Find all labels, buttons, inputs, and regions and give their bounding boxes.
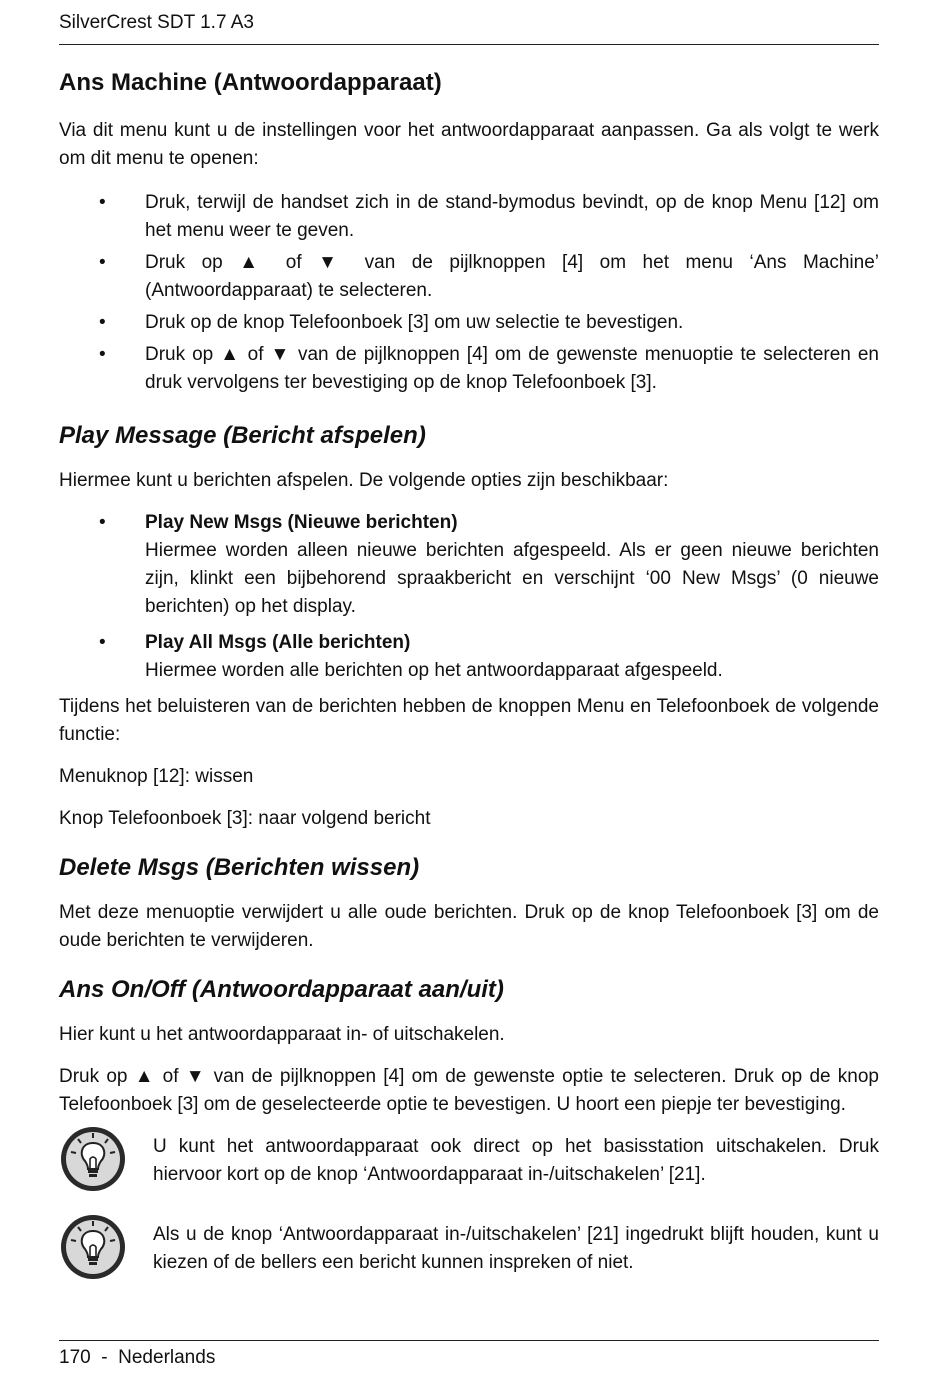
option-title: Play New Msgs (Nieuwe berichten) <box>145 512 458 533</box>
option-text: Hiermee worden alleen nieuwe berichten afgespeeld. Als er geen nieuwe berichten zijn, klinkt een bijbehorend spraakbericht en verschijnt ‘00 New Msgs’ (0 nieuwe berichten) op het display. <box>145 540 879 617</box>
ans-on-off-text: Hier kunt u het antwoordapparaat in- of uitschakelen. <box>59 1024 505 1045</box>
tip-note <box>59 1221 879 1291</box>
bullet-icon: • <box>99 252 106 273</box>
page-content <box>59 66 879 1291</box>
header-rule <box>59 44 879 45</box>
section-heading-delete-msgs: Delete Msgs (Berichten wissen) <box>59 854 420 881</box>
section-heading-play-message: Play Message (Bericht afspelen) <box>59 422 426 449</box>
delete-msgs-text: Met deze menuoptie verwijdert u alle oude berichten. Druk op de knop Telefoonboek [3] om de oude berichten te verwijderen. <box>59 902 879 951</box>
tip-note <box>59 1133 879 1203</box>
lightbulb-tip-icon <box>59 1125 127 1193</box>
bullet-icon: • <box>99 192 106 213</box>
option-title: Play All Msgs (Alle berichten) <box>145 632 411 653</box>
section-heading-ans-on-off: Ans On/Off (Antwoordapparaat aan/uit) <box>59 976 504 1003</box>
list-item: • Druk, terwijl de handset zich in de stand-bymodus bevindt, op de knop Menu [12] om het menu weer te geven. <box>59 189 879 245</box>
tip-text: Als u de knop ‘Antwoordapparaat in-/uitschakelen’ [21] ingedrukt blijft houden, kunt u kiezen of de bellers een bericht kunnen inspreken of niet. <box>153 1224 879 1273</box>
footer-rule <box>59 1340 879 1341</box>
bullet-icon: • <box>99 632 106 653</box>
bullet-icon: • <box>99 312 106 333</box>
menu-key-function: Menuknop [12]: wissen <box>59 766 254 787</box>
playback-keys-intro: Tijdens het beluisteren van de berichten hebben de knoppen Menu en Telefoonboek de volgende functie: <box>59 696 879 745</box>
section-heading-ans-machine: Ans Machine (Antwoordapparaat) <box>59 69 442 96</box>
tip-text: U kunt het antwoordapparaat ook direct op het basisstation uitschakelen. Druk hiervoor kort op de knop ‘Antwoordapparaat in-/uitschakelen’ [21]. <box>153 1136 879 1185</box>
play-message-intro: Hiermee kunt u berichten afspelen. De volgende opties zijn beschikbaar: <box>59 470 669 491</box>
page-footer: 170 - Nederlands <box>59 1347 216 1368</box>
lightbulb-tip-icon <box>59 1213 127 1281</box>
list-item: • Druk op ▲ of ▼ van de pijlknoppen [4] om het menu ‘Ans Machine’ (Antwoordapparaat) te selecteren. <box>59 249 879 305</box>
phonebook-key-function: Knop Telefoonboek [3]: naar volgend bericht <box>59 808 431 829</box>
option-text: Hiermee worden alle berichten op het antwoordapparaat afgespeeld. <box>145 660 723 681</box>
play-message-options <box>59 509 879 685</box>
ans-on-off-instructions: Druk op ▲ of ▼ van de pijlknoppen [4] om de gewenste optie te selecteren. Druk op de knop Telefoonboek [3] om de geselecteerde optie te bevestigen. U hoort een piepje ter bevestiging. <box>59 1066 879 1115</box>
ans-machine-steps <box>59 189 879 397</box>
list-item <box>59 629 879 685</box>
list-item: • Druk op de knop Telefoonboek [3] om uw selectie te bevestigen. <box>59 309 879 337</box>
ans-machine-intro: Via dit menu kunt u de instellingen voor het antwoordapparaat aanpassen. Ga als volgt te werk om dit menu te openen: <box>59 120 879 169</box>
list-item <box>59 509 879 621</box>
list-item: • Druk op ▲ of ▼ van de pijlknoppen [4] om de gewenste menuoptie te selecteren en druk vervolgens ter bevestiging op de knop Telefoonboek [3]. <box>59 341 879 397</box>
bullet-icon: • <box>99 344 106 365</box>
running-header: SilverCrest SDT 1.7 A3 <box>59 12 255 33</box>
bullet-icon: • <box>99 512 106 533</box>
